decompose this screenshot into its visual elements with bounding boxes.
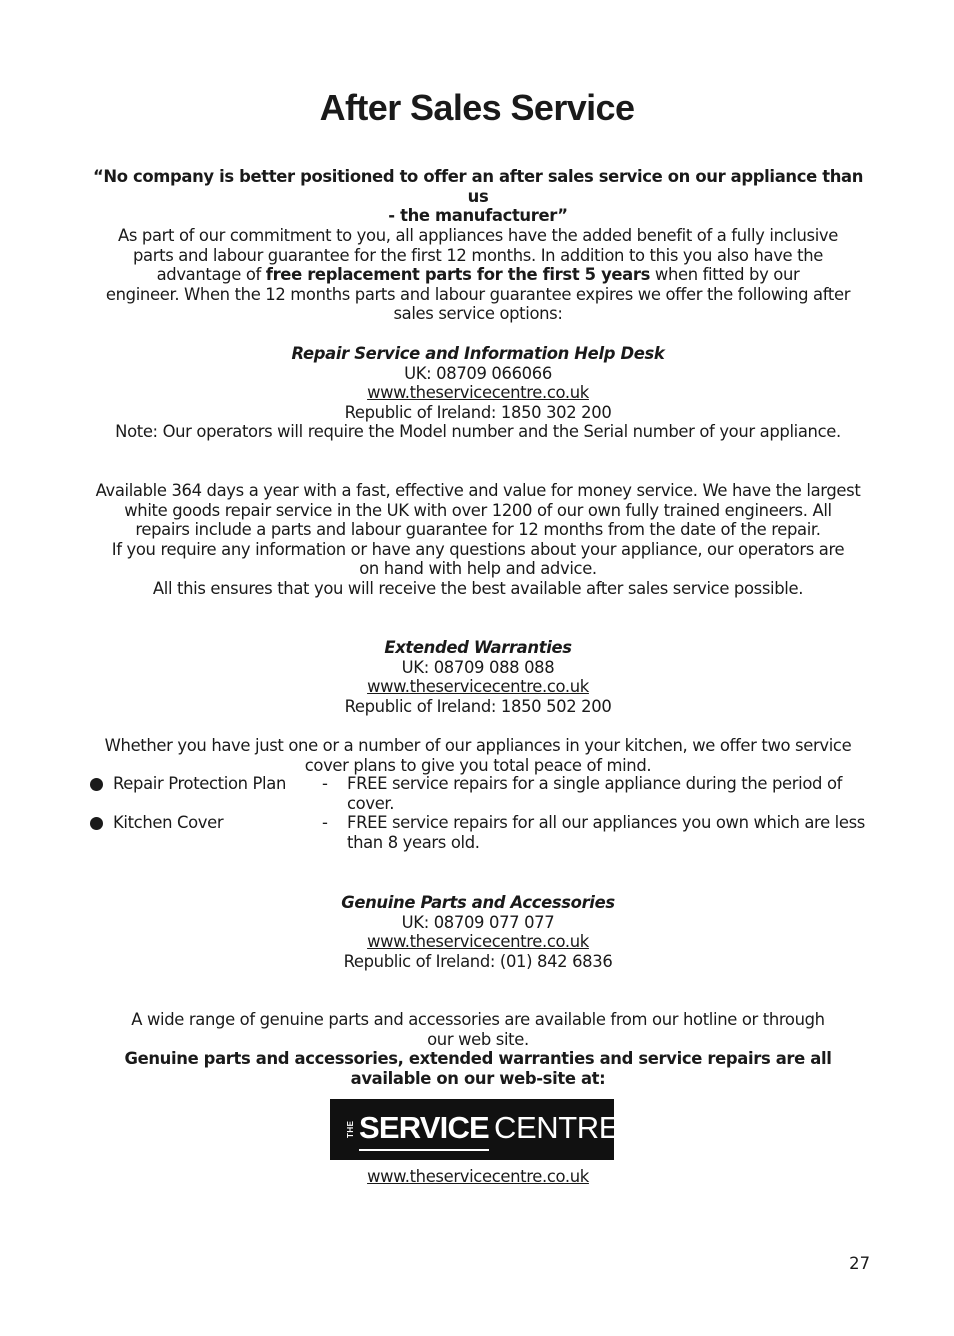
plan-name: Repair Protection Plan (113, 774, 286, 793)
uk-phone: UK: 08709 077 077 (401, 912, 555, 932)
ireland-phone: Republic of Ireland: 1850 302 200 (344, 402, 612, 422)
uk-phone: UK: 08709 088 088 (401, 657, 555, 677)
warranties-intro-line: Whether you have just one or a number of our appliances in your kitchen, we offer two service (104, 736, 852, 755)
availability-line: on hand with help and advice. (359, 559, 597, 579)
cover-plans-list (88, 774, 868, 852)
intro-line: parts and labour guarantee for the first 12 months. In addition to this you also have the (132, 245, 823, 265)
intro-line: As part of our commitment to you, all appliances have the added benefit of a fully inclusive (117, 226, 838, 245)
plan-dash: - (322, 813, 328, 833)
logo-service-text: SERVICE (359, 1109, 489, 1151)
genuine-parts (88, 893, 868, 971)
list-item (88, 774, 868, 813)
list-item (88, 813, 868, 852)
uk-phone: UK: 08709 066066 (404, 363, 552, 383)
availability-line: All this ensures that you will receive the best available after sales service possible. (152, 578, 804, 598)
page-title: After Sales Service (319, 87, 635, 128)
plan-description: FREE service repairs for all our appliances you own which are less than 8 years old. (347, 813, 865, 852)
bullet-icon (90, 817, 103, 830)
section-heading: Genuine Parts and Accessories (341, 893, 615, 912)
section-heading: Repair Service and Information Help Desk (291, 344, 665, 363)
operator-note: Note: Our operators will require the Model number and the Serial number of your appliance. (115, 422, 841, 442)
quote-line: “No company is better positioned to offer an after sales service on our appliance than us (92, 167, 864, 206)
intro-line: engineer. When the 12 months parts and labour guarantee expires we offer the following after (105, 284, 851, 304)
closing-line: our web site. (427, 1029, 529, 1049)
bullet-icon (90, 778, 103, 791)
footer-link-block (88, 1167, 868, 1187)
intro-text: advantage of (156, 265, 266, 285)
availability-line: repairs include a parts and labour guarantee for 12 months from the date of the repair. (135, 520, 821, 540)
intro-line: sales service options: (393, 304, 563, 324)
intro-text: when fitted by our (650, 265, 800, 285)
service-centre-logo (330, 1099, 620, 1160)
availability-line: Available 364 days a year with a fast, effective and value for money service. We have the largest (95, 481, 861, 500)
availability-paragraph (88, 481, 868, 599)
logo-centre-text: CENTRE (494, 1110, 620, 1145)
plan-dash: - (322, 774, 328, 793)
repair-help-desk (88, 344, 868, 442)
section-heading: Extended Warranties (384, 638, 572, 657)
availability-line: white goods repair service in the UK with over 1200 of our own fully trained engineers. All (124, 500, 832, 520)
plan-name: Kitchen Cover (113, 813, 224, 833)
intro-paragraph (88, 226, 868, 324)
warranties-intro-line: cover plans to give you total peace of mind. (304, 755, 652, 775)
plan-description: FREE service repairs for a single appliance during the period of cover. (347, 774, 843, 813)
website-link[interactable]: www.theservicecentre.co.uk (367, 383, 589, 403)
closing-bold-line: Genuine parts and accessories, extended warranties and service repairs are all (124, 1049, 832, 1069)
website-link[interactable]: www.theservicecentre.co.uk (367, 677, 589, 697)
logo-the-text: THE (346, 1120, 355, 1138)
closing-bold-line: available on our web-site at: (350, 1068, 606, 1088)
ireland-phone: Republic of Ireland: 1850 502 200 (344, 696, 612, 716)
closing-paragraph (88, 1010, 868, 1088)
footer-website-link[interactable]: www.theservicecentre.co.uk (367, 1167, 589, 1186)
intro-line (88, 265, 868, 285)
intro-highlight: free replacement parts for the first 5 years (265, 265, 651, 285)
extended-warranties (88, 638, 868, 716)
manufacturer-quote (88, 167, 868, 226)
website-link[interactable]: www.theservicecentre.co.uk (367, 932, 589, 952)
warranties-intro (88, 736, 868, 775)
quote-line: - the manufacturer” (388, 206, 568, 226)
ireland-phone: Republic of Ireland: (01) 842 6836 (343, 951, 613, 971)
page-number: 27 (849, 1254, 870, 1273)
closing-line: A wide range of genuine parts and accessories are available from our hotline or through (131, 1010, 825, 1029)
availability-line: If you require any information or have any questions about your appliance, our operators are (111, 539, 845, 559)
